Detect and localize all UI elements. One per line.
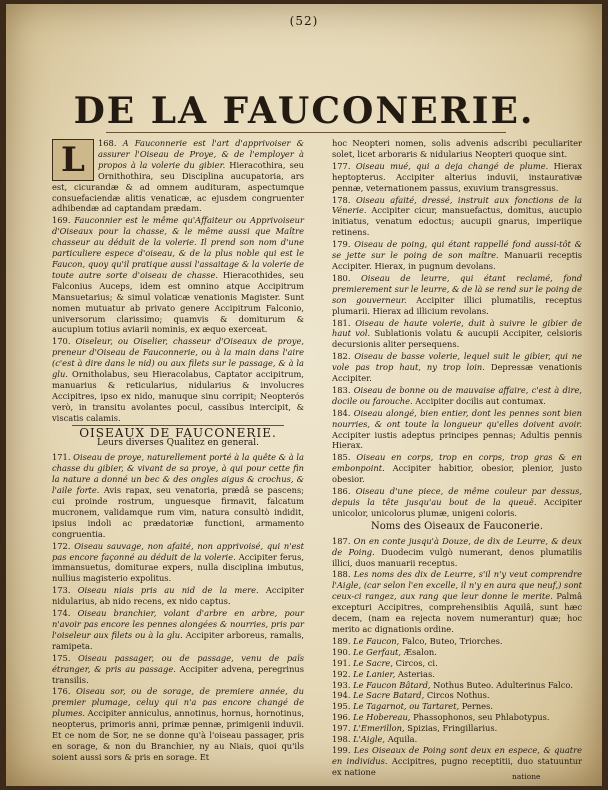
- paragraph-group-right: [332, 161, 582, 519]
- paragraph-172: [52, 541, 304, 585]
- latin-text: Depressæ venationis Accipiter.: [332, 362, 583, 384]
- latin-text: Accipiter nidularius, ab nido recens, ex nido captus.: [52, 585, 305, 607]
- latin-text: Circos Nothus.: [426, 690, 490, 701]
- paragraph-number: 199.: [332, 744, 351, 755]
- paragraph-number: 178.: [332, 194, 351, 205]
- latin-text: Manuarii receptis Accipiter. Hierax, in pugnum devolans.: [332, 250, 582, 271]
- paragraph-175: [52, 653, 304, 686]
- paragraph-194: [332, 690, 582, 701]
- latin-text: Accipiter iustis adeptus principes pennas; Adultis pennis Hierax.: [332, 429, 582, 451]
- section-subheading: Leurs diverses Qualitez en general.: [96, 438, 260, 449]
- intro-paragraph: [52, 138, 304, 214]
- latin-text: Accipiter arboreus, ramalis, ramipeta.: [52, 629, 304, 651]
- paragraph-number: 183.: [332, 384, 351, 395]
- french-text: Oiseau passager, ou de passage, venu de païs étranger, & pris au passage.: [52, 652, 305, 674]
- french-text: Oiseau niais pris au nid de la mere.: [77, 585, 259, 596]
- paragraph-184: [332, 408, 582, 452]
- paragraph-171: [52, 452, 304, 539]
- carry-over-paragraph: hoc Neopteri nomen, solis advenis adscribi peculiariter solet, licet arboraris & nidularius Neopteri quoque sint.: [332, 138, 582, 159]
- paragraph-number: 184.: [332, 407, 351, 418]
- paragraph-number: 189.: [332, 635, 351, 646]
- latin-text: Hierax heptopterus. Accipiter alterius induvii, instaurativæ pennæ, veternationem passus, exuvium transgressus.: [332, 160, 583, 193]
- french-text: Les noms des dix de Leurre, s'il n'y veut comprendre l'Aigle, (car selon l'en excelle, il n'y en aura que neuf,) sont ceux-ci rangez, aux rang que leur donne le merite.: [332, 569, 583, 602]
- paragraph-181: [332, 318, 582, 351]
- french-text: Les Oiseaux de Poing sont deux en espece, & quatre en individus.: [332, 744, 582, 766]
- paragraph-198: [332, 734, 582, 745]
- paragraph-number: 174.: [52, 608, 71, 619]
- paragraph-number: 172.: [52, 540, 71, 551]
- paragraph-group-b: [52, 452, 304, 762]
- paragraph-169: [52, 215, 304, 335]
- paragraph-number: 195.: [332, 701, 351, 712]
- title-rule: [106, 132, 506, 133]
- paragraph-number: 182.: [332, 351, 351, 362]
- paragraph-180: [332, 273, 582, 317]
- latin-text: Phassophonos, seu Phlabotypus.: [413, 712, 550, 723]
- paragraph-193: [332, 680, 582, 691]
- paragraph-number: 193.: [332, 679, 351, 690]
- paragraph-number: 177.: [332, 160, 351, 171]
- french-text: Oiseau sor, ou de sorage, de premiere année, du premier plumage, celuy qui n'a pas encore changé de plumes.: [52, 686, 304, 719]
- latin-text: Sublationis volatu & aucupii Accipiter, celsioris decursionis aliter persequens.: [332, 328, 582, 350]
- french-text: Le Tagarnot, ou Tartaret,: [353, 701, 460, 712]
- page-title: DE LA FAUCONERIE.: [73, 90, 535, 132]
- french-text: Oiseau mué, qui a deja changé de plume.: [355, 160, 549, 171]
- paragraph-186: [332, 486, 582, 519]
- paragraph-number: 188.: [332, 569, 351, 580]
- latin-text: Circos, ci.: [395, 657, 438, 668]
- latin-text: Accipiter unicolor, unicolorus plumæ, unigeni coloris.: [332, 497, 582, 518]
- right-column: [332, 138, 582, 778]
- paragraph-number: 196.: [332, 712, 351, 723]
- paragraph-number: 171.: [52, 452, 71, 463]
- paragraph-185: [332, 452, 582, 485]
- paragraph-number: 175.: [52, 652, 71, 663]
- french-text: A Fauconnerie est l'art d'apprivoiser & assurer l'Oiseau de Proye, & de l'employer à propos à la volerie du gibier.: [98, 138, 305, 170]
- french-text: Fauconnier est le même qu'Affaiteur ou Apprivoiseur d'Oiseaux pour la chasse, & le même aussi que Maître chasseur au déduit de la volerie. Il prend son nom d'une particuliere espece d'oiseau, & de la plus noble qui est le Faucon, quoy qu'il pratique aussi l'assaitage & la volerie de toute autre sorte d'oiseau de chasse.: [52, 215, 304, 280]
- left-column: [52, 138, 304, 764]
- paragraph-group-a: [52, 215, 304, 423]
- french-text: On en conte jusqu'à Douze, de dix de Leurre, & deux de Poing.: [332, 535, 582, 557]
- paragraph-196: [332, 712, 582, 723]
- paragraph-number: 197.: [332, 723, 351, 734]
- dropcap-letter: L: [52, 139, 94, 181]
- paragraph-173: [52, 585, 304, 607]
- paragraph-177: [332, 161, 582, 194]
- french-text: Oiseleur, ou Oiselier, chasseur d'Oiseaux de proye, preneur d'Oiseau de Fauconnerie, ou à la main dans l'aire (c'est à dire dans le nid) ou aux filets sur le passage, & à la glu.: [52, 336, 304, 380]
- paragraph-number: 176.: [52, 686, 71, 697]
- latin-text: Avis rapax, seu venatoria, prædâ se pascens; cui proinde rostrum, unguesque firmavit, falcatum mucronem, validamque rum vim, natura consultò indidit, ipsius indoli ac prædatoriæ functioni, armamento congruentia.: [52, 485, 305, 539]
- french-text: L'Aigle,: [353, 734, 386, 745]
- paragraph-191: [332, 658, 582, 669]
- paragraph-number: 170.: [52, 336, 71, 347]
- french-text: Oiseau de leurre, qui étant reclamé, fond premierement sur le leurre, & de là se rend sur le poing de son gouverneur.: [332, 272, 583, 305]
- paragraph-number: 173.: [52, 585, 71, 596]
- paragraph-number: 192.: [332, 668, 351, 679]
- latin-text: Duodecim vulgò numerant, denos plumatilis illici, duos manuarii receptus.: [332, 546, 583, 568]
- french-text: Le Hobereau,: [353, 712, 411, 723]
- latin-text: Æsalon.: [403, 646, 437, 657]
- paragraph-183: [332, 385, 582, 407]
- french-text: Le Sacre,: [353, 657, 393, 668]
- paragraph-170: [52, 336, 304, 423]
- paragraph-179: [332, 239, 582, 272]
- french-text: Le Faucon,: [353, 635, 400, 646]
- paragraph-number: 168.: [98, 138, 117, 148]
- latin-text: Accipiter illici plumatilis, receptus plumarii. Hierax ad illicium revolans.: [332, 294, 582, 316]
- paragraph-number: 181.: [332, 317, 351, 328]
- latin-text: Accipiter advena, peregrinus transilis.: [52, 663, 305, 685]
- latin-text: Accipiter cicur, mansuefactus, domitus, aucupio initiatus, venatum edoctus; aucupii gnarus, imperiique retinens.: [332, 205, 582, 238]
- paragraph-176: [52, 686, 304, 762]
- catchword: natione: [512, 772, 541, 781]
- latin-text: Accipiter docilis aut contumax.: [415, 395, 546, 406]
- paragraph-187: [332, 536, 582, 569]
- latin-text: Falco, Buteo, Triorches.: [401, 635, 503, 646]
- french-text: L'Emerillon,: [353, 723, 405, 734]
- latin-continuation: Et: [199, 751, 210, 762]
- latin-text: Pernes.: [461, 701, 493, 712]
- paragraph-number: 198.: [332, 734, 351, 745]
- paragraph-number: 180.: [332, 272, 351, 283]
- french-text: Oiseau de proye, naturellement porté à la quête & à la chasse du gibier, & vivant de sa proye, à qui pour cette fin la nature a donné un bec & des ongles aigus & crochus, & l'aile forte.: [52, 452, 304, 496]
- french-text: Oiseau d'une piece, de même couleur par dessus, depuis la tête jusqu'au bout de la queuë.: [332, 486, 583, 507]
- section-heading: OISEAUX DE FAUCONERIE.: [79, 425, 277, 440]
- latin-text: Palmâ excepturi Accipitres, comprehensibiis Aquilâ, sunt hæc decem, (nam ea rejecta novem numerantur) quæ; hoc merito ac dignationis ordine.: [332, 591, 583, 634]
- latin-text: Hieracothides, seu Falconius Auceps, idem est omnino atque Accipitrum Mansuetarius; & simul volaticæ venationis Magister. Sunt nomen mutuatur ab privato genere Accipitrum Falconio, universorum clarissimo; quamvis & domiturum & aucupium totius aviarii nominis, ex æquo exerceat.: [52, 269, 304, 335]
- latin-text: Nothus Buteo. Adulterinus Falco.: [433, 679, 573, 690]
- paragraph-199: [332, 745, 582, 778]
- french-text: Oiseau alongé, bien entier, dont les pennes sont bien nourries, & ont toute la longueur qu'elles doivent avoir.: [332, 407, 583, 429]
- paragraph-188: [332, 569, 582, 634]
- french-text: Oiseau branchier, volant d'arbre en arbre, pour n'avoir pas encore les pennes alongées & nourries, pris par l'oiseleur aux filets ou à la glu.: [52, 608, 304, 640]
- paragraph-197: [332, 723, 582, 734]
- latin-text: Accipiter ferus, immansuetus, domiturae expers, nulla disciplina imbutus, nullius magisterio expolitus.: [52, 551, 305, 584]
- french-text: Oiseau de poing, qui étant rappellé fond aussi-tôt & se jette sur le poing de son maître.: [332, 239, 583, 261]
- paragraph-190: [332, 647, 582, 658]
- paragraph-189: [332, 636, 582, 647]
- paragraph-number: 179.: [332, 239, 351, 250]
- paragraph-number: 185.: [332, 452, 351, 463]
- latin-text: Accipiter anniculus, annotinus, hornus, hornotinus, neopterus, primoris anni, primæ pennæ, primigenii induvii. Et ce nom de Sor, ne se donne qu'à l'oiseau passager, pris en sorage, & non du Branchier, ny au Niais, quoi qu'ils soient aussi sors & pris en sorage.: [52, 708, 304, 762]
- names-heading: Noms des Oiseaux de Fauconerie.: [370, 520, 544, 532]
- french-text: Oiseau en corps, trop en corps, trop gras & en embonpoint.: [332, 452, 583, 474]
- bird-names-list: [332, 636, 582, 778]
- french-text: Oiseau de basse volerie, lequel suit le gibier, qui ne vole pas trop haut, ny trop loin.: [332, 351, 582, 373]
- french-text: Oiseau de haute volerie, duit à suivre le gibier de haut vol.: [332, 317, 582, 339]
- page-number: (52): [289, 14, 319, 28]
- french-text: Oiseau afaité, dressé, instruit aux fonctions de la Vénerie.: [332, 194, 582, 216]
- french-text: Le Faucon Bâtard,: [353, 679, 431, 690]
- paragraph-number: 190.: [332, 646, 351, 657]
- paragraph-number: 191.: [332, 657, 351, 668]
- latin-text: Asterias.: [397, 668, 435, 679]
- latin-text: Ornitholabus, seu Hieracolabus, Captator accipitrum, manuarius & reticularius, nidularius & involucres Accipitres, ipso ex nido, manuque sinu corripit; Neopterós verò, in transitu avolantes pocul, cassibus intercipit, & viscatis calamis.: [52, 369, 305, 423]
- french-text: Le Sacre Batard,: [353, 690, 425, 701]
- french-text: Le Lanier,: [353, 668, 396, 679]
- french-text: Le Gerfaut,: [353, 646, 402, 657]
- latin-text: Hieracothira, seu Ornithothira, seu Disciplina aucupatoria, ars est, cicurandæ & ad omnem audituram, aspectumque consuefaciendæ alitis venaticæ, ac ejusdem congruenter adhibendæ ad captandam prædam.: [52, 159, 304, 214]
- paragraph-174: [52, 608, 304, 652]
- paragraph-195: [332, 701, 582, 712]
- paragraph-178: [332, 195, 582, 239]
- paragraph-number: 187.: [332, 535, 351, 546]
- paragraph-number: 169.: [52, 215, 71, 226]
- latin-text: Accipiter habitior, obesior, plenior, justo obesior.: [332, 463, 582, 485]
- paragraph-number: 186.: [332, 486, 351, 497]
- french-text: Oiseau de bonne ou de mauvaise affaire, c'est à dire, docile ou farouche.: [332, 384, 582, 406]
- latin-text: Spizias, Fringillarius.: [407, 723, 498, 734]
- paragraph-192: [332, 669, 582, 680]
- french-text: Oiseau sauvage, non afaité, non apprivoisé, qui n'est pas encore façonné au déduit de la volerie.: [52, 540, 305, 562]
- paragraph-182: [332, 351, 582, 384]
- book-page: [6, 4, 602, 786]
- latin-text: Aquila.: [387, 734, 418, 745]
- latin-text: Accipitres, pugno receptitii, duo statuuntur ex natione: [332, 755, 582, 777]
- paragraph-number: 194.: [332, 690, 351, 701]
